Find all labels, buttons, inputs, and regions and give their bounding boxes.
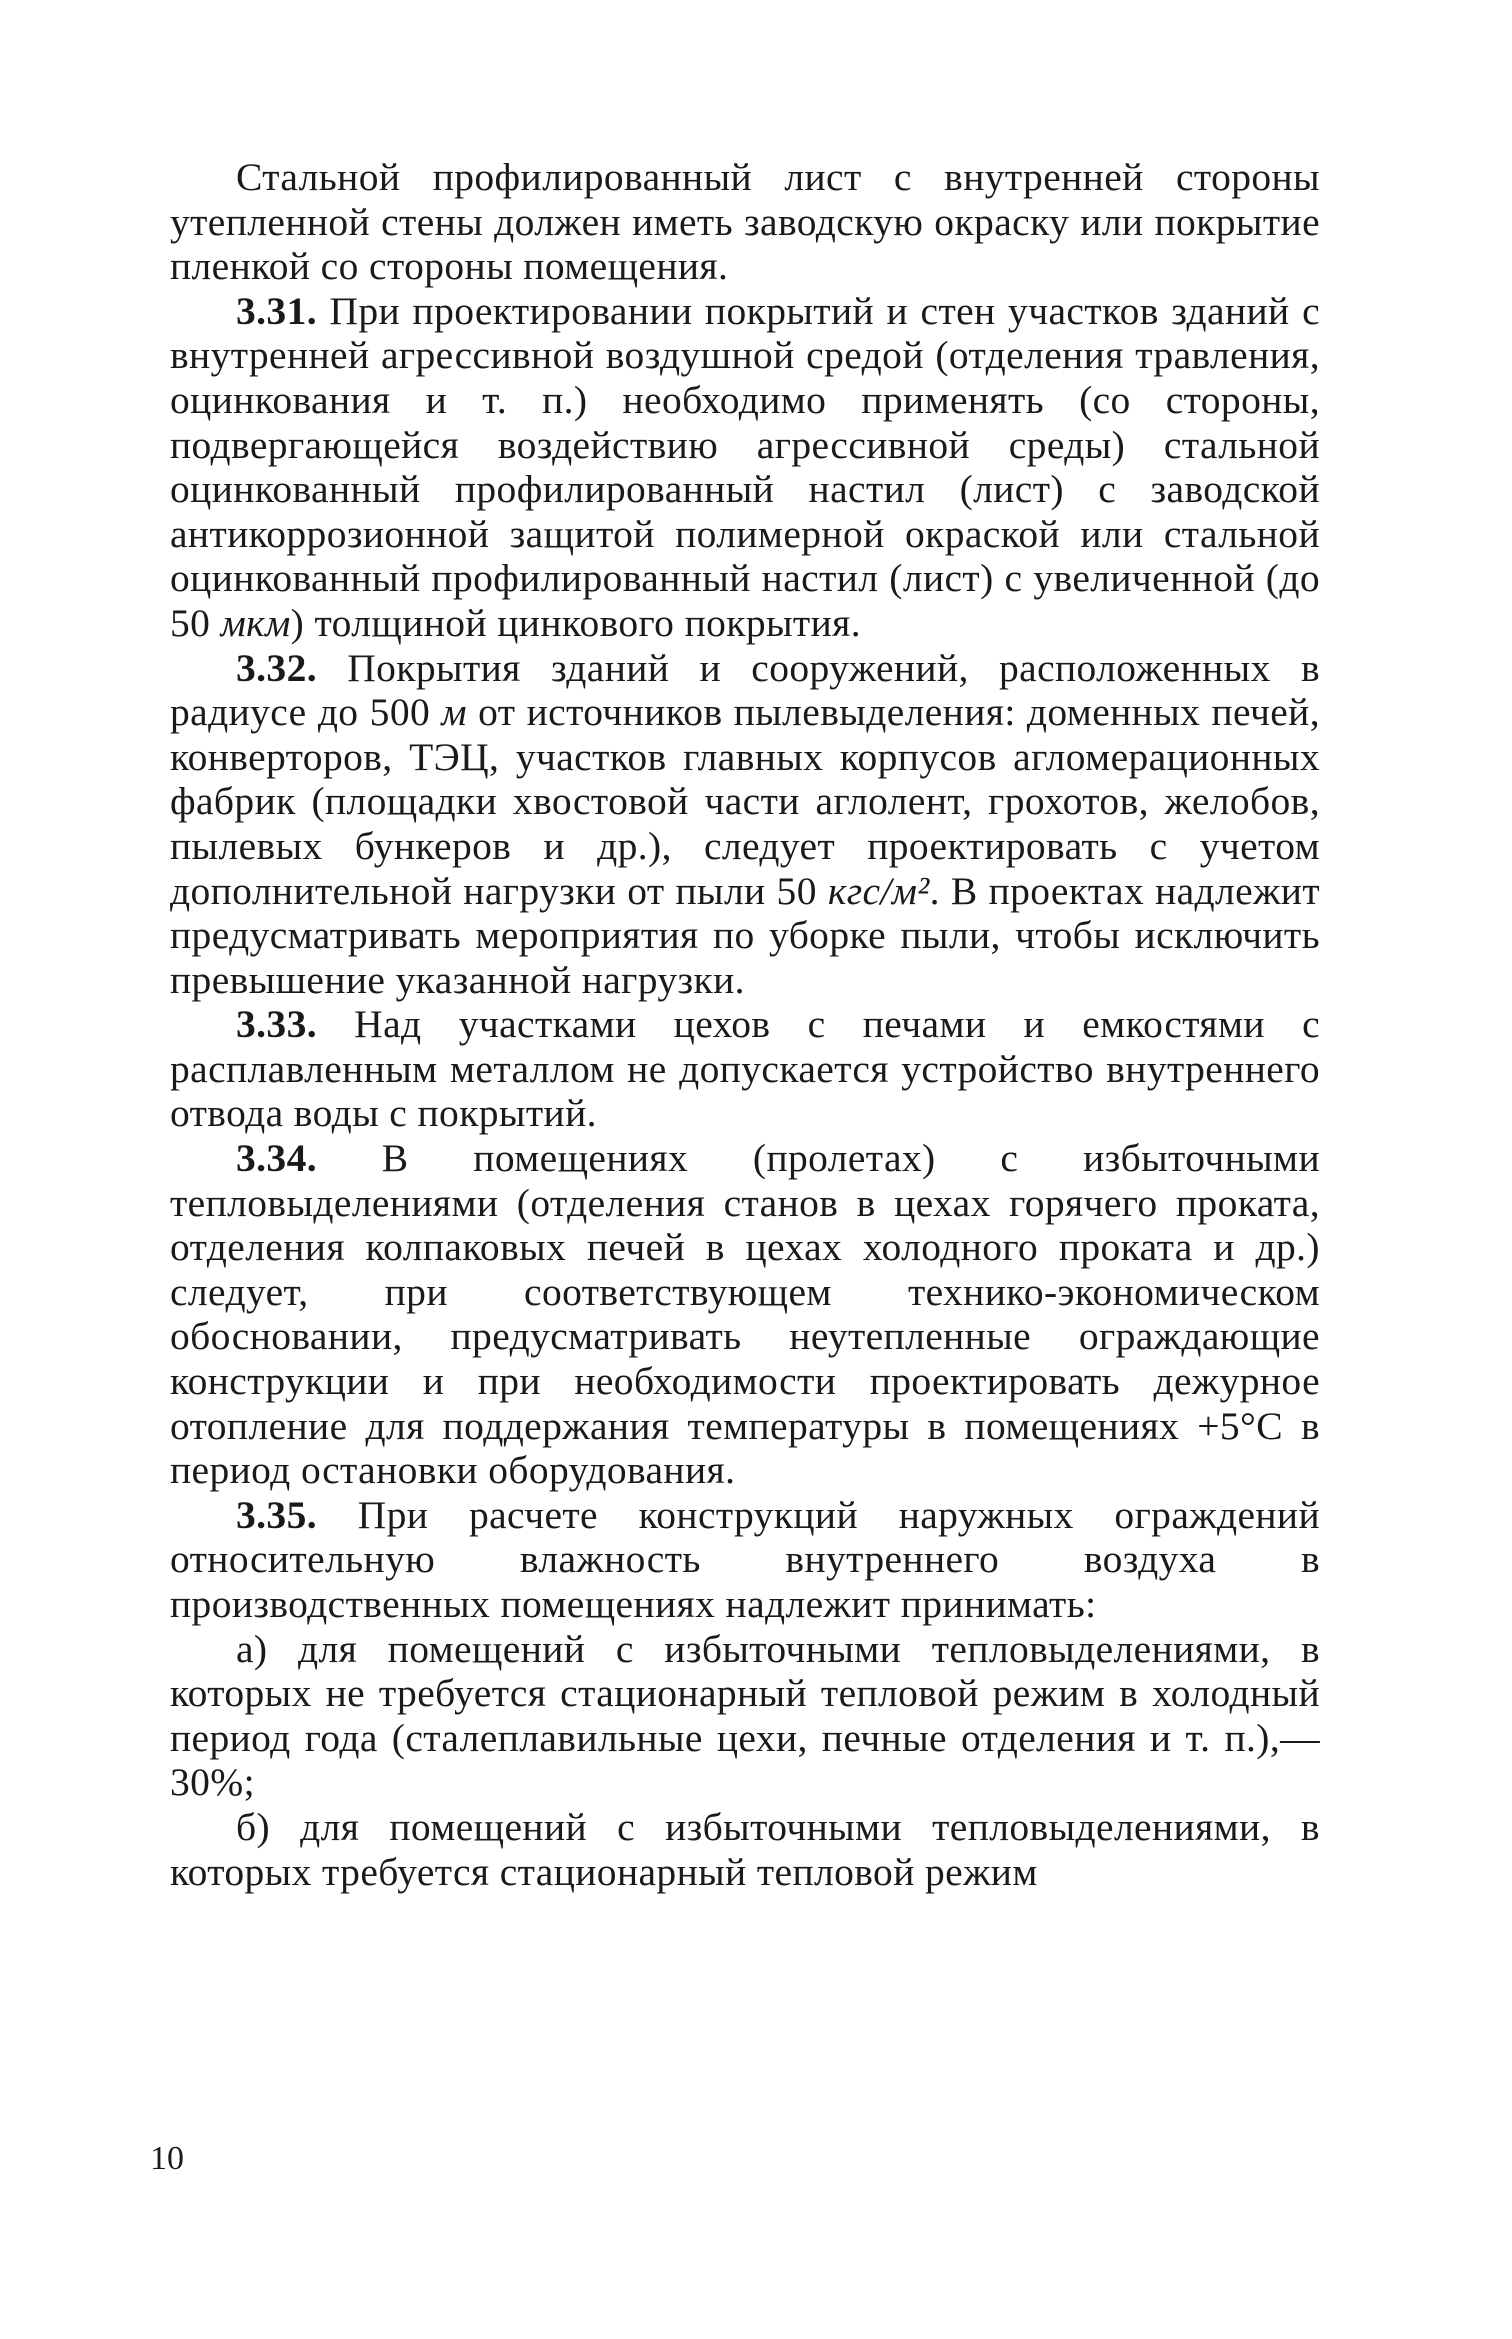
paragraph-text: При проектировании покрытий и стен участков зданий с внутренней агрессивной воздушной средой (отделения травления, оцинкования и т. п.) необходимо применять (со стороны, подвергающейся воздействию агрессивной среды) стальной оцинкованный профилированный настил (лист) с заводской антикоррозионной защитой полимерной окраской или стальной оцинкованный профилированный настил (лист) с увеличенной (до 50 (170, 288, 1320, 645)
paragraph-3-32 (170, 646, 1320, 1003)
unit-label: м (441, 690, 467, 735)
page-number: 10 (150, 2140, 184, 2177)
paragraph-text: от источников пылевыделения: доменных печей, конверторов, ТЭЦ, участков главных корпусов агломерационных фабрик (площадки хвостовой части аглолент, грохотов, желобов, пылевых бункеров и др.), следует проектировать с учетом дополнительной нагрузки от пыли 50 (170, 690, 1320, 913)
unit-label: мкм (220, 600, 291, 645)
paragraph-3-33 (170, 1002, 1320, 1136)
paragraph-3-31 (170, 289, 1320, 646)
list-item-a (170, 1627, 1320, 1805)
unit-label: кгс/м² (827, 868, 930, 913)
paragraph-text: В помещениях (пролетах) с избыточными тепловыделениями (отделения станов в цехах горячего проката, отделения колпаковых печей в цехах холодного проката и др.) следует, при соответствующем технико-экономическом обосновании, предусматривать неутепленные ограждающие конструкции и при необходимости проектировать дежурное отопление для поддержания температуры в помещениях +5°С в период остановки оборудования. (170, 1136, 1320, 1493)
paragraph-text: ) толщиной цинкового покрытия. (290, 600, 861, 645)
paragraph-text: Покрытия зданий и сооружений, расположенных в радиусе до 500 (170, 645, 1320, 735)
paragraph-text: Над участками цехов с печами и емкостями с расплавленным металлом не допускается устройство внутреннего отвода воды с покрытий. (170, 1002, 1320, 1136)
paragraph-text: . В проектах надлежит предусматривать мероприятия по уборке пыли, чтобы исключить превышение указанной нагрузки. (170, 868, 1320, 1002)
paragraph-continuation (170, 155, 1320, 289)
list-item-b (170, 1805, 1320, 1894)
paragraph-text: а) для помещений с избыточными тепловыделениями, в которых не требуется стационарный тепловой режим в холодный период года (сталеплавильные цехи, печные отделения и т. п.),— 30%; (170, 1626, 1320, 1805)
section-number: 3.33. (236, 1002, 317, 1047)
paragraph-3-35 (170, 1493, 1320, 1627)
section-number: 3.34. (236, 1136, 317, 1181)
section-number: 3.31. (236, 288, 317, 333)
section-number: 3.35. (236, 1492, 317, 1537)
document-page (170, 155, 1320, 1894)
section-number: 3.32. (236, 645, 317, 690)
paragraph-text: Стальной профилированный лист с внутренней стороны утепленной стены должен иметь заводскую окраску или покрытие пленкой со стороны помещения. (170, 155, 1320, 289)
paragraph-text: При расчете конструкций наружных ограждений относительную влажность внутреннего воздуха в производственных помещениях надлежит принимать: (170, 1492, 1320, 1626)
paragraph-3-34 (170, 1136, 1320, 1493)
paragraph-text: б) для помещений с избыточными тепловыделениями, в которых требуется стационарный тепловой режим (170, 1804, 1320, 1894)
